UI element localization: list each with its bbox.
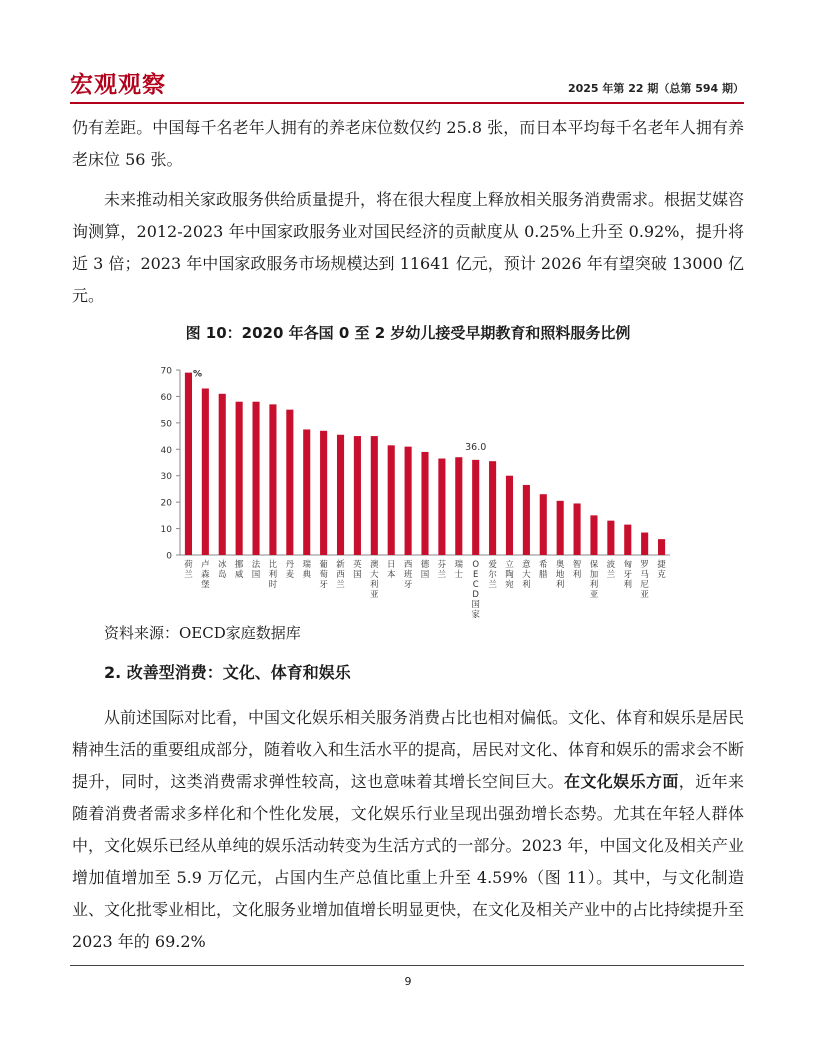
- x-tick-label: 爱尔兰: [488, 560, 497, 590]
- bar: [405, 447, 412, 555]
- bar: [337, 435, 344, 555]
- bar: [472, 460, 479, 555]
- header-title: 宏观观察: [70, 72, 166, 98]
- bar: [388, 445, 395, 555]
- y-tick-label: 70: [160, 366, 172, 377]
- bar: [590, 515, 597, 555]
- x-tick-label: 匈牙利: [623, 560, 633, 590]
- y-tick-label: 0: [166, 551, 172, 562]
- x-tick-label: 比利时: [268, 560, 278, 590]
- x-tick-label: 日本: [386, 560, 396, 580]
- y-tick-label: 50: [160, 419, 172, 430]
- bar: [269, 404, 276, 555]
- x-tick-label: 葡萄牙: [319, 560, 328, 590]
- bar: [658, 539, 665, 555]
- x-tick-label: O E C D 国家: [471, 560, 480, 620]
- bar: [202, 389, 209, 556]
- x-tick-label: 保加利亚: [589, 560, 599, 600]
- x-tick-label: 瑞典: [302, 560, 311, 580]
- x-tick-label: 法国: [251, 560, 261, 580]
- y-tick-label: 30: [160, 472, 172, 483]
- bar: [557, 501, 564, 555]
- header-divider: [70, 102, 744, 104]
- x-tick-label: 立陶宛: [505, 560, 514, 590]
- y-tick-label: 20: [160, 498, 172, 509]
- x-tick-label: 英国: [353, 560, 362, 580]
- x-tick-label: 德国: [420, 560, 430, 580]
- x-tick-label: 芬兰: [437, 560, 447, 580]
- page-number: 9: [404, 975, 412, 988]
- bar: [354, 436, 361, 555]
- x-tick-label: 智利: [572, 560, 582, 580]
- x-tick-label: 罗马尼亚: [640, 560, 649, 600]
- x-tick-label: 捷克: [657, 560, 666, 580]
- figure-title: 图 10：2020 年各国 0 至 2 岁幼儿接受早期教育和照料服务比例: [185, 324, 631, 342]
- x-tick-label: 希腊: [539, 560, 548, 580]
- footer-divider: [70, 965, 744, 966]
- x-tick-label: 意大利: [522, 560, 531, 590]
- bar: [540, 494, 547, 555]
- bar: [252, 402, 259, 555]
- bar: [421, 452, 428, 555]
- data-label: 36.0: [465, 441, 487, 453]
- paragraph-2: 未来推动相关家政服务供给质量提升，将在很大程度上释放相关服务消费需求。根据艾媒咨询测算，2012-2023 年中国家政服务业对国民经济的贡献度从 0.25%上升至 0.92%，提升将近 3 倍；2023 年中国家政服务市场规模达到 11641 亿元，预计 2026 年有望突破 13000 亿元。: [72, 190, 745, 305]
- x-tick-label: 冰岛: [217, 560, 227, 580]
- bar: [506, 476, 513, 555]
- figure-source: 资料来源：OECD家庭数据库: [104, 624, 301, 642]
- header-issue: 2025 年第 22 期（总第 594 期）: [567, 82, 744, 95]
- bar: [641, 533, 648, 555]
- bar: [523, 485, 530, 555]
- paragraph-3-part-a: 从前述国际对比看，中国文化娱乐相关服务消费占比也相对偏低。文化、体育和娱乐是居民精神生活的重要组成部分，随着收入和生活水平的提高，居民对文化、体育和娱乐的需求会不断提升，同时，这类消费需求弹性较高，这也意味着其增长空间巨大。: [72, 708, 745, 791]
- x-tick-label: 荷兰: [184, 560, 193, 580]
- paragraph-3: [72, 702, 744, 958]
- bar: [438, 459, 445, 555]
- bar: [455, 457, 462, 555]
- bar: [236, 402, 243, 555]
- paragraph-3-bold: 在文化娱乐方面: [563, 772, 679, 791]
- bar: [607, 521, 614, 555]
- y-tick-label: 40: [160, 445, 172, 456]
- y-tick-label: 60: [160, 392, 172, 403]
- bar: [624, 525, 631, 555]
- x-tick-label: 西班牙: [403, 560, 413, 590]
- x-tick-label: 丹麦: [285, 560, 295, 580]
- bar: [574, 503, 581, 555]
- paragraph-1: 仍有差距。中国每千名老年人拥有的养老床位数仅约 25.8 张，而日本平均每千名老年人拥有养老床位 56 张。: [72, 118, 744, 169]
- bar-chart: [140, 355, 680, 620]
- x-tick-label: 澳大利亚: [370, 560, 379, 600]
- x-tick-label: 新西兰: [336, 560, 345, 590]
- bar: [489, 461, 496, 555]
- bar: [320, 431, 327, 555]
- x-tick-label: 挪威: [234, 560, 244, 580]
- x-tick-label: 卢森堡: [201, 560, 210, 590]
- bar: [185, 373, 192, 555]
- paragraph-3-part-b: ，近年来随着消费者需求多样化和个性化发展，文化娱乐行业呈现出强劲增长态势。尤其在年轻人群体中，文化娱乐已经从单纯的娱乐活动转变为生活方式的一部分。2023 年，中国文化及相关产业增加值增加至 5.9 万亿元，占国内生产总值比重上升至 4.59%（图 11）。其中，与文化制造业、文化批零业相比，文化服务业增加值增长明显更快，在文化及相关产业中的占比持续提升至 2023 年的 69.2%: [72, 772, 745, 951]
- unit-label: %: [192, 369, 203, 380]
- bar: [219, 394, 226, 555]
- x-tick-label: 瑞士: [454, 560, 464, 580]
- x-tick-label: 波兰: [606, 560, 616, 580]
- y-tick-label: 10: [160, 525, 172, 536]
- bar: [303, 429, 310, 555]
- bar: [371, 436, 378, 555]
- bar: [286, 410, 293, 555]
- x-tick-label: 奥地利: [555, 560, 565, 590]
- section-heading: 2. 改善型消费：文化、体育和娱乐: [104, 663, 351, 682]
